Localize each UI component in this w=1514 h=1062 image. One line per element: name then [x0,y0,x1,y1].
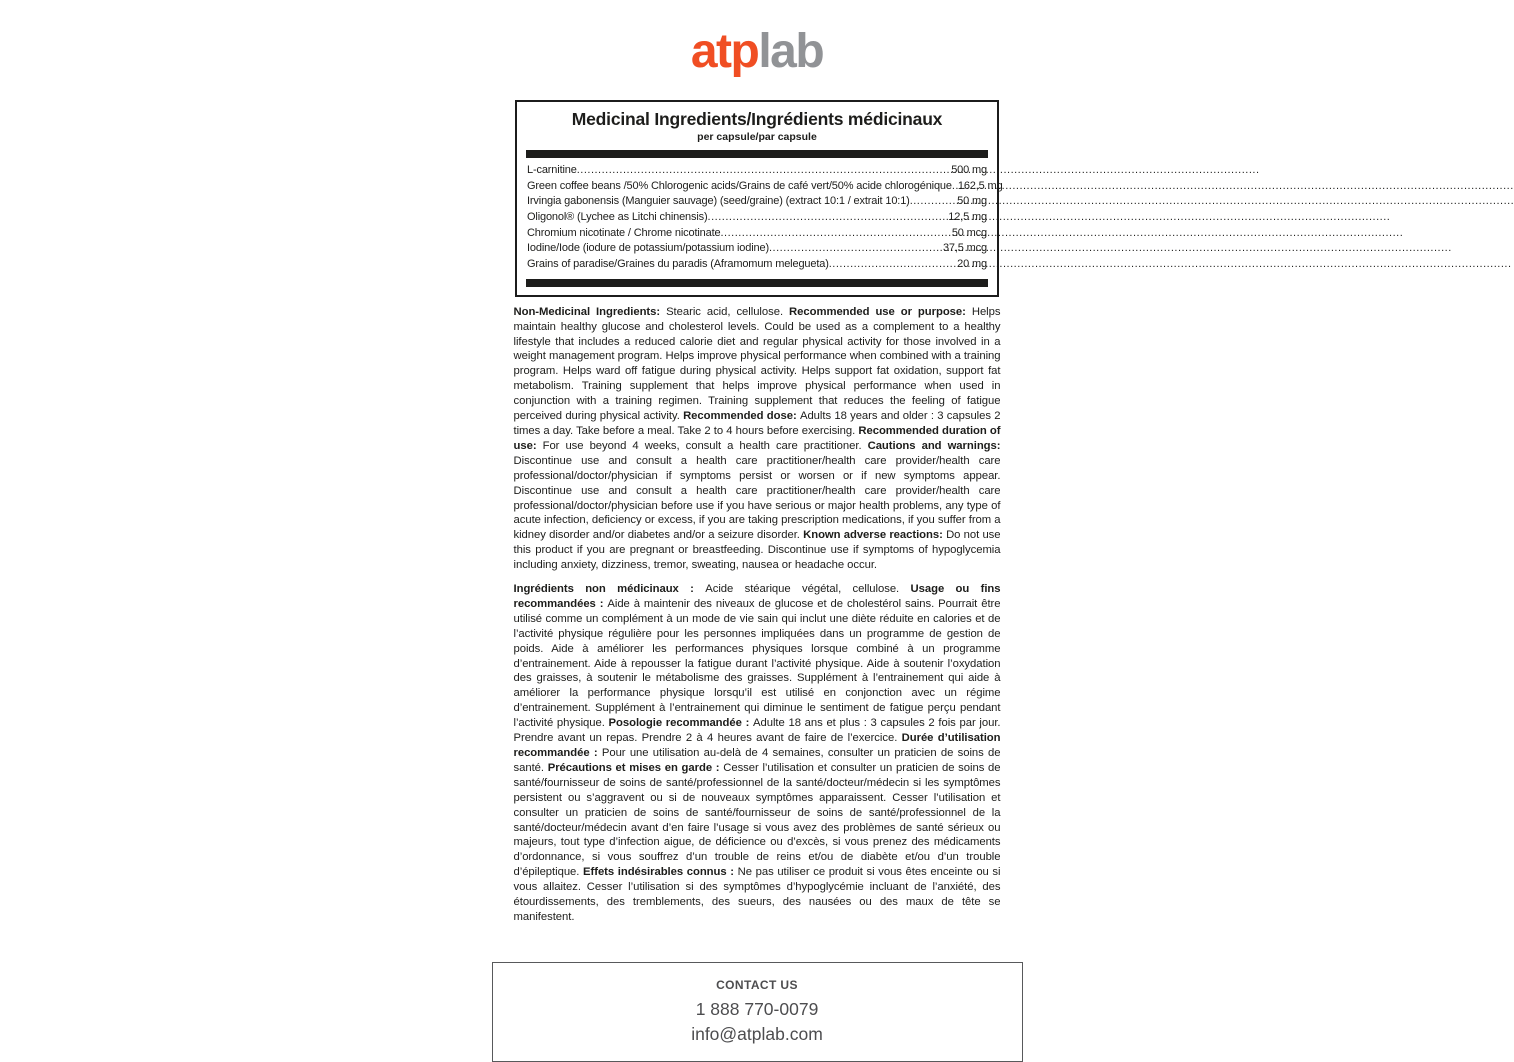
ingredient-name: Green coffee beans /50% Chlorogenic acids/Grains de café vert/50% acide chlorogénique [527,179,952,192]
ingredient-amount: 500 mg [951,163,987,176]
ingredient-amount: 162,5 mg [957,179,1003,192]
contact-email: info@atplab.com [691,1023,823,1044]
ingredient-amount: 50 mg [957,195,987,208]
ingredient-name: Irvingia gabonensis (Manguier sauvage) (seed/graine) (extract 10:1 / extrait 10:1) [527,195,910,208]
contact-heading: CONTACT US [716,977,798,992]
leader-dots [829,257,957,273]
info-paragraph-french: Ingrédients non médicinaux : Acide stéarique végétal, cellulose. Usage ou fins recommandées : Aide à maintenir des niveaux de glucose et de cholestérol sains. Pourrait être utilisé comme un complément à un mode de vie sain qui inclut une diète réduite en calories et de l’activité physique régulière pour les personnes impliquées dans un programme de gestion de poids. Aide à améliorer les performances physiques lorsque combiné à un programme d’entrainement. Aide à repousser la fatigue durant l’activité physique. Aide à soutenir l’oxydation des graisses, à soutenir le métabolisme des graisses. Supplément à l’entrainement qui aide à améliorer la performance physique lorsqu’il est utilisé en conjonction avec un régime d’entrainement. Supplément à l’entrainement qui diminue le sentiment de fatigue perçu pendant l’activité physique. Posologie recommandée : Adulte 18 ans et plus : 3 capsules 2 fois par jour. Prendre avant un repas. Prendre 2 à 4 heures avant de faire de l’exercice. Durée d’utilisation recommandée : Pour une utilisation au-delà de 4 semaines, consulter un praticien de soins de santé. Précautions et mises en garde : Cesser l’utilisation et consulter un praticien de soins de santé/fournisseur de soins de santé/professionnel de la santé/docteur/médecin si les symptômes persistent ou s’aggravent ou si de nouveaux symptômes apparaissent. Cesser l’utilisation et consulter un praticien de soins de santé/fournisseur de soins de santé/professionnel de la santé/docteur/médecin avant d’en faire l’usage si vous avez des problèmes de santé sérieux ou majeurs, tout type d’infection aigue, de déficience ou d’excès, si vous prenez des médicaments d’ordonnance, si vous souffrez d’un trouble de reins et/ou de diabète et/ou d’un trouble d’épileptique. Effets indésirables connus : Ne pas utiliser ce produit si vous êtes enceinte ou si vous allaitez. Cesser l’utilisation si des symptômes d’hypoglycémie incluant de l’anxiété, des étourdissements, des tremblements, des sueurs, des nausées ou des maux de tête se manifestent. [513,583,1001,923]
ingredient-name: Grains of paradise/Graines du paradis (Aframomum melegueta) [527,258,829,271]
ingredient-row [527,163,987,179]
ingredient-list [526,163,1003,273]
ingredient-row [527,226,987,242]
ingredient-row [527,210,987,226]
ingredient-row [527,241,987,257]
brand-logo-atp: atp [690,25,759,78]
ingredient-name: Iodine/Iode (iodure de potassium/potassium iodine) [527,242,769,255]
supplement-label-page [362,0,1153,1044]
medicinal-ingredients-panel [515,100,1003,297]
panel-bottom-bar [526,279,988,287]
contact-box [492,962,1023,1062]
ingredient-row [527,257,987,273]
ingredient-name: Chromium nicotinate / Chrome nicotinate [527,226,721,239]
leader-dots [769,241,943,257]
ingredient-amount: 20 mg [957,258,987,271]
ingredient-name: L-carnitine [527,163,577,176]
info-paragraph-english: Non-Medicinal Ingredients: Stearic acid, cellulose. Recommended use or purpose: Helps maintain healthy glucose and cholesterol levels. Could be used as a complement to a healthy lifestyle that includes a reduced calorie diet and regular physical activity for those involved in a weight management program. Helps improve physical performance when combined with a training program. Helps ward off fatigue during physical activity. Helps support fat oxidation, support fat metabolism. Training supplement that helps improve physical performance when used in conjunction with a training regimen. Training supplement that reduces the feeling of fatigue perceived during physical activity. Recommended dose: Adults 18 years and older : 3 capsules 2 times a day. Take before a meal. Take 2 to 4 hours before exercising. Recommended duration of use: For use beyond 4 weeks, consult a health care practitioner. Cautions and warnings: Discontinue use and consult a health care practitioner/health care provider/health care professional/doctor/physician if symptoms persist or worsen or if new symptoms appear. Discontinue use and consult a health care practitioner/health care provider/health care professional/doctor/physician before use if you have serious or major health problems, any type of acute infection, deficiency or excess, if you are taking prescription medications, if you suffer from a kidney disorder and/or diabetes and/or a seizure disorder. Known adverse reactions: Do not use this product if you are pregnant or breastfeeding. Discontinue use if symptoms of hypoglycemia including anxiety, dizziness, tremor, sweating, nausea or headache occur. [513,305,1001,572]
ingredient-amount: 37,5 mcg [942,242,987,255]
leader-dots [910,194,957,210]
leader-dots [708,210,949,226]
brand-logo-lab: lab [758,25,824,78]
ingredient-amount: 50 mcg [951,226,987,239]
ingredient-name: Oligonol® (Lychee as Litchi chinensis) [527,210,708,223]
ingredient-row [527,194,987,210]
leader-dots [720,226,951,242]
panel-title: Medicinal Ingredients/Ingrédients médicinaux [571,108,943,129]
ingredient-amount: 12,5 mg [948,210,987,223]
leader-dots [577,163,951,179]
panel-top-bar [526,150,988,158]
ingredient-row [527,179,1003,195]
brand-logo [362,0,1153,79]
contact-phone: 1 888 770-0079 [695,998,819,1019]
panel-subtitle: per capsule/par capsule [697,130,817,143]
